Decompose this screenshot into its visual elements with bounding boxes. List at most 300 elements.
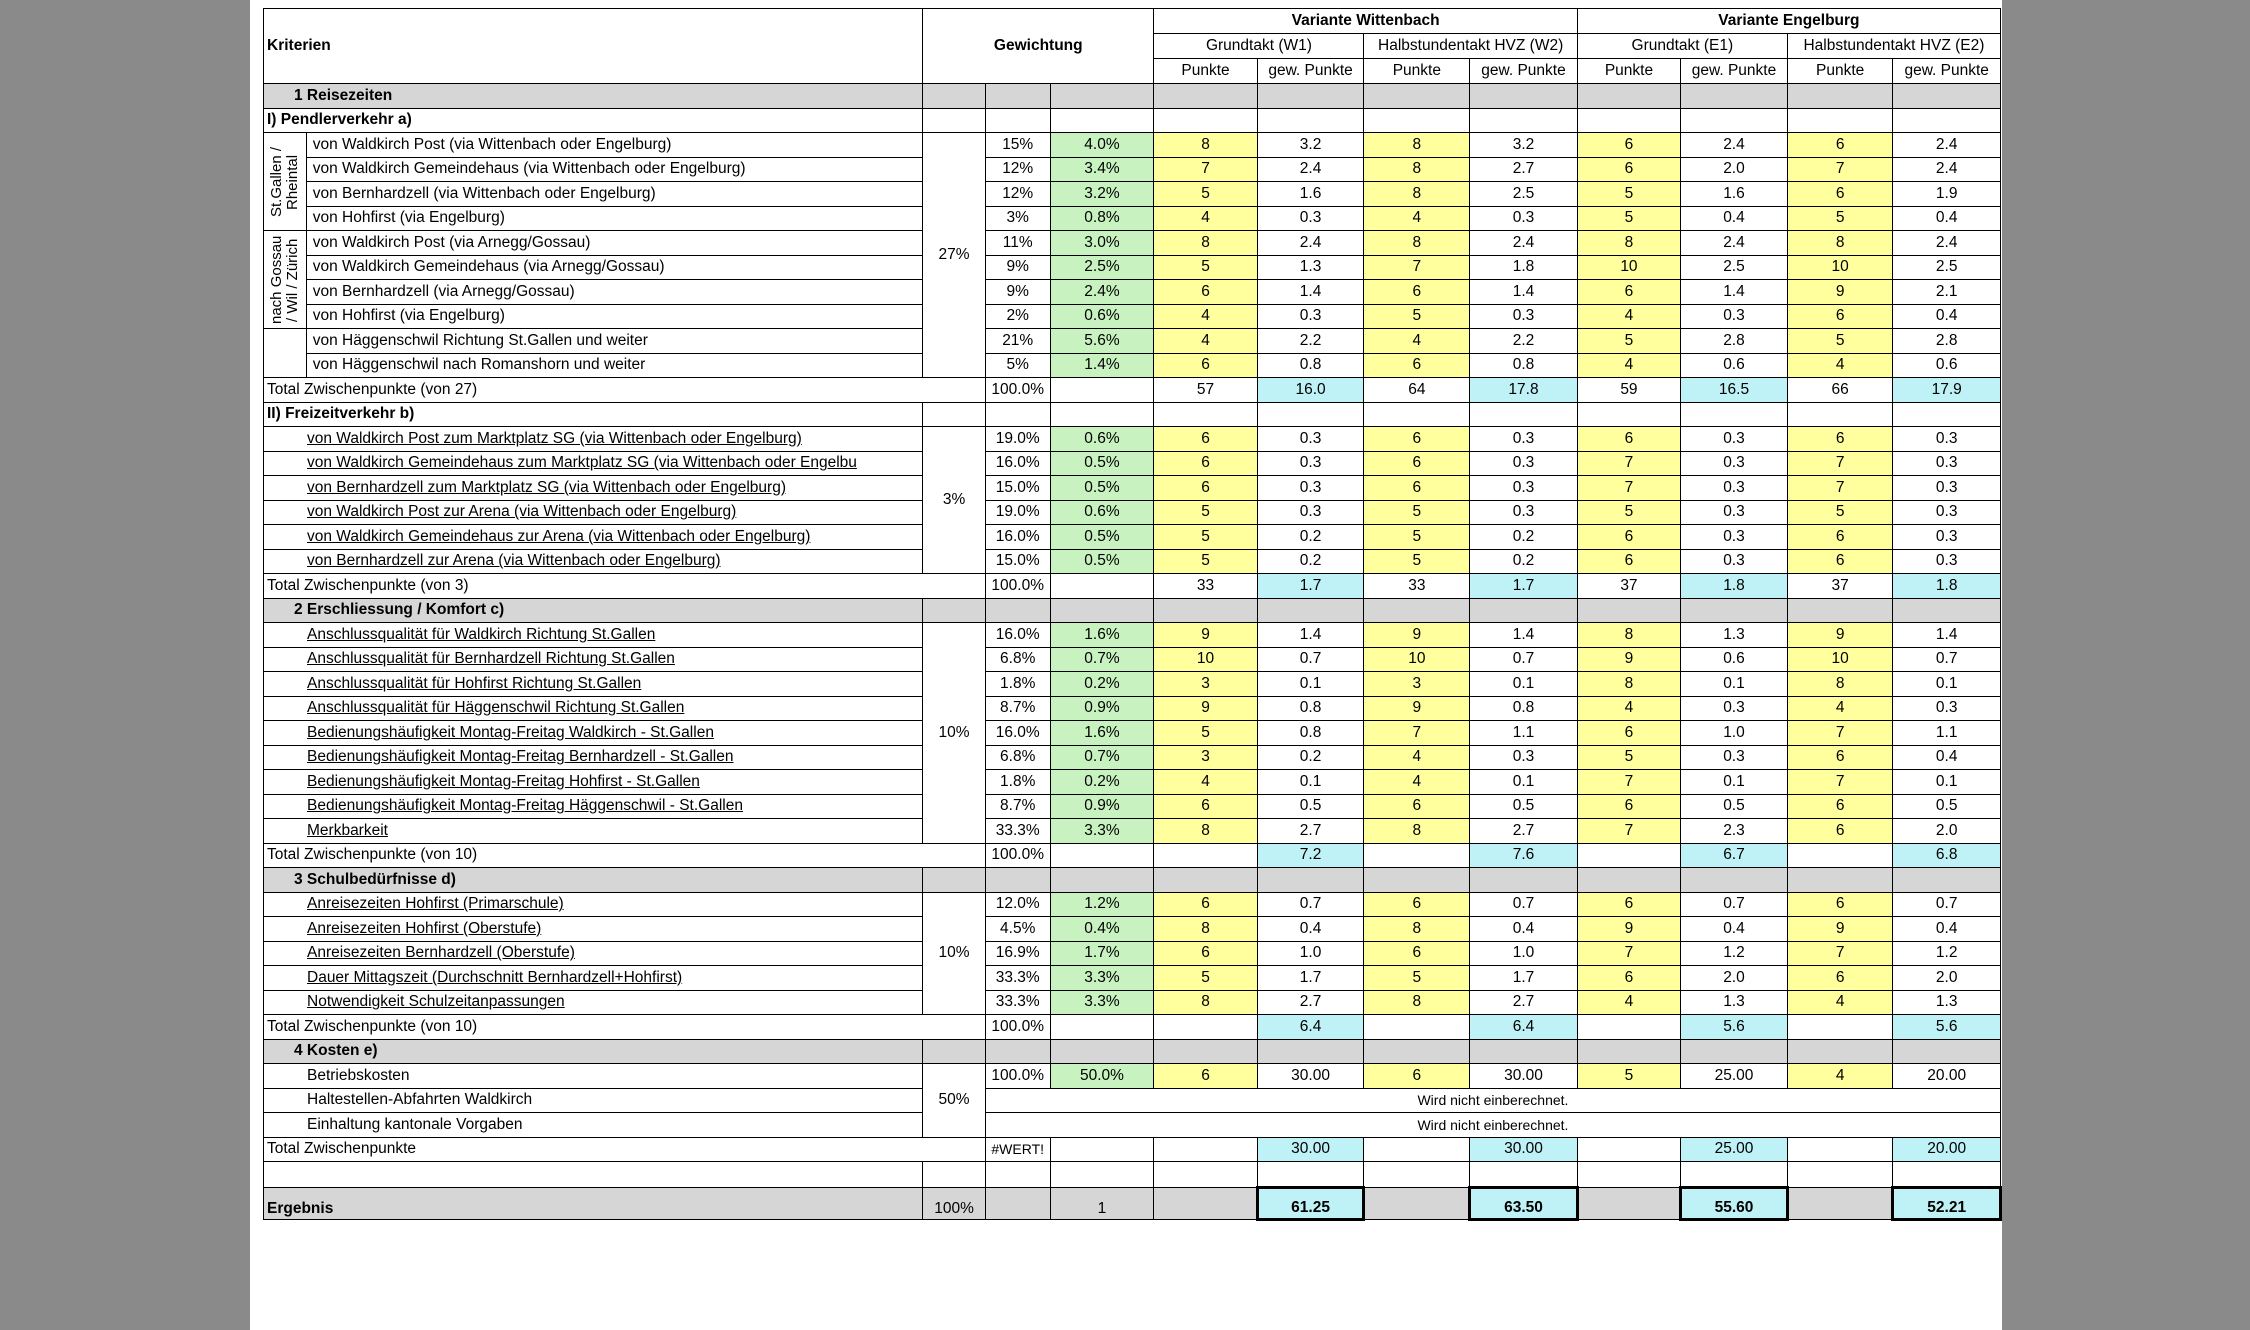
punkte-cell[interactable]: 6 bbox=[1577, 794, 1680, 819]
empty-cell[interactable] bbox=[1257, 84, 1364, 109]
criterion-label[interactable]: von Waldkirch Gemeindehaus (via Wittenbach oder Engelburg) bbox=[306, 157, 922, 182]
gew-punkte-cell[interactable]: 1.2 bbox=[1893, 941, 2001, 966]
empty-cell[interactable] bbox=[1154, 84, 1257, 109]
punkte-cell[interactable]: 9 bbox=[1787, 280, 1893, 305]
punkte-cell[interactable]: 6 bbox=[1154, 1064, 1257, 1089]
punkte-header[interactable]: Punkte bbox=[1154, 59, 1257, 84]
total-gew-punkte-cell[interactable]: 1.8 bbox=[1681, 574, 1788, 599]
empty-cell[interactable] bbox=[1257, 108, 1364, 133]
empty-cell[interactable] bbox=[1470, 108, 1578, 133]
punkte-cell[interactable]: 6 bbox=[1577, 721, 1680, 746]
gew-punkte-cell[interactable]: 1.4 bbox=[1681, 280, 1788, 305]
punkte-cell[interactable]: 4 bbox=[1364, 770, 1470, 795]
gew-punkte-cell[interactable]: 1.9 bbox=[1893, 182, 2001, 207]
punkte-cell[interactable]: 5 bbox=[1364, 966, 1470, 991]
sub-variant-header[interactable]: Halbstundentakt HVZ (W2) bbox=[1364, 34, 1577, 59]
criterion-label[interactable]: Betriebskosten bbox=[264, 1064, 923, 1089]
variant-header[interactable]: Variante Engelburg bbox=[1577, 9, 2000, 34]
punkte-cell[interactable]: 7 bbox=[1787, 721, 1893, 746]
pct-cell[interactable]: 12.0% bbox=[985, 892, 1050, 917]
empty-cell[interactable] bbox=[985, 598, 1050, 623]
gew-punkte-cell[interactable]: 0.3 bbox=[1470, 745, 1578, 770]
criterion-label[interactable]: Bedienungshäufigkeit Montag-Freitag Häggenschwil - St.Gallen bbox=[264, 794, 923, 819]
gew-punkte-cell[interactable]: 2.4 bbox=[1893, 133, 2001, 158]
punkte-cell[interactable]: 6 bbox=[1154, 941, 1257, 966]
criterion-label[interactable]: Bedienungshäufigkeit Montag-Freitag Bernhardzell - St.Gallen bbox=[264, 745, 923, 770]
gew-punkte-cell[interactable]: 0.3 bbox=[1681, 696, 1788, 721]
punkte-cell[interactable]: 9 bbox=[1787, 917, 1893, 942]
gew-punkte-cell[interactable]: 0.3 bbox=[1893, 549, 2001, 574]
total-gew-punkte-cell[interactable]: 5.6 bbox=[1681, 1015, 1788, 1040]
empty-cell[interactable] bbox=[1050, 868, 1154, 893]
pct-cell[interactable]: 11% bbox=[985, 231, 1050, 256]
gew-punkte-cell[interactable]: 0.7 bbox=[1893, 647, 2001, 672]
pct-cell[interactable]: 16.9% bbox=[985, 941, 1050, 966]
punkte-cell[interactable]: 6 bbox=[1364, 353, 1470, 378]
empty-cell[interactable] bbox=[923, 402, 986, 427]
punkte-cell[interactable]: 4 bbox=[1364, 745, 1470, 770]
total-gew-punkte-cell[interactable]: 1.7 bbox=[1470, 574, 1578, 599]
weight-cell[interactable]: 0.2% bbox=[1050, 672, 1154, 697]
punkte-cell[interactable]: 6 bbox=[1577, 133, 1680, 158]
empty-cell[interactable] bbox=[1050, 108, 1154, 133]
section-title[interactable]: 2 Erschliessung / Komfort c) bbox=[264, 598, 923, 623]
weight-cell[interactable]: 3.2% bbox=[1050, 182, 1154, 207]
subsection-title[interactable]: II) Freizeitverkehr b) bbox=[264, 402, 923, 427]
total-punkte-cell[interactable]: 64 bbox=[1364, 378, 1470, 403]
criterion-label[interactable]: von Bernhardzell (via Arnegg/Gossau) bbox=[306, 280, 922, 305]
empty-cell[interactable] bbox=[1893, 868, 2001, 893]
punkte-cell[interactable]: 5 bbox=[1154, 182, 1257, 207]
gew-punkte-cell[interactable]: 0.4 bbox=[1257, 917, 1364, 942]
gew-punkte-cell[interactable]: 0.3 bbox=[1257, 304, 1364, 329]
punkte-header[interactable]: Punkte bbox=[1577, 59, 1680, 84]
total-punkte-cell[interactable] bbox=[1577, 843, 1680, 868]
pct-cell[interactable]: 16.0% bbox=[985, 721, 1050, 746]
weight-cell[interactable]: 2.5% bbox=[1050, 255, 1154, 280]
punkte-cell[interactable]: 7 bbox=[1577, 451, 1680, 476]
gew-punkte-cell[interactable]: 1.0 bbox=[1257, 941, 1364, 966]
empty-cell[interactable] bbox=[1893, 84, 2001, 109]
criterion-label[interactable]: Haltestellen-Abfahrten Waldkirch bbox=[264, 1088, 923, 1113]
empty-cell[interactable] bbox=[264, 1162, 923, 1188]
pct-cell[interactable]: 21% bbox=[985, 329, 1050, 354]
total-punkte-cell[interactable] bbox=[1364, 1137, 1470, 1162]
gew-punkte-cell[interactable]: 1.3 bbox=[1257, 255, 1364, 280]
total-gew-punkte-cell[interactable]: 7.6 bbox=[1470, 843, 1578, 868]
gew-punkte-cell[interactable]: 0.4 bbox=[1681, 206, 1788, 231]
punkte-cell[interactable]: 6 bbox=[1787, 892, 1893, 917]
weight-cell[interactable]: 1.2% bbox=[1050, 892, 1154, 917]
punkte-cell[interactable]: 6 bbox=[1154, 427, 1257, 452]
punkte-cell[interactable]: 6 bbox=[1154, 476, 1257, 501]
total-label[interactable]: Total Zwischenpunkte (von 10) bbox=[264, 1015, 986, 1040]
punkte-cell[interactable]: 4 bbox=[1364, 206, 1470, 231]
pct-cell[interactable]: 33.3% bbox=[985, 966, 1050, 991]
empty-cell[interactable] bbox=[1577, 1162, 1680, 1188]
pct-cell[interactable]: 8.7% bbox=[985, 696, 1050, 721]
gew-punkte-cell[interactable]: 0.3 bbox=[1681, 500, 1788, 525]
gew-punkte-cell[interactable]: 20.00 bbox=[1893, 1064, 2001, 1089]
punkte-cell[interactable]: 8 bbox=[1364, 231, 1470, 256]
empty-cell[interactable] bbox=[985, 1039, 1050, 1064]
punkte-cell[interactable]: 4 bbox=[1364, 329, 1470, 354]
gew-punkte-cell[interactable]: 2.2 bbox=[1470, 329, 1578, 354]
punkte-cell[interactable]: 8 bbox=[1364, 182, 1470, 207]
punkte-cell[interactable]: 5 bbox=[1154, 500, 1257, 525]
punkte-cell[interactable]: 6 bbox=[1364, 280, 1470, 305]
criterion-label[interactable]: Anschlussqualität für Bernhardzell Richtung St.Gallen bbox=[264, 647, 923, 672]
side-label-stgallen[interactable] bbox=[264, 133, 307, 231]
empty-cell[interactable] bbox=[1154, 598, 1257, 623]
pct-cell[interactable]: 6.8% bbox=[985, 647, 1050, 672]
weight-cell[interactable]: 0.5% bbox=[1050, 549, 1154, 574]
empty-cell[interactable] bbox=[1893, 1162, 2001, 1188]
section-title[interactable]: 3 Schulbedürfnisse d) bbox=[264, 868, 923, 893]
pct-cell[interactable]: 100% bbox=[923, 1187, 986, 1219]
pct-cell[interactable]: 33.3% bbox=[985, 819, 1050, 844]
total-gew-punkte-cell[interactable]: 17.8 bbox=[1470, 378, 1578, 403]
criterion-label[interactable]: von Waldkirch Post zur Arena (via Wittenbach oder Engelburg) bbox=[264, 500, 923, 525]
gew-punkte-cell[interactable]: 0.8 bbox=[1470, 696, 1578, 721]
empty-cell[interactable] bbox=[1050, 574, 1154, 599]
empty-cell[interactable] bbox=[1681, 1162, 1788, 1188]
empty-cell[interactable] bbox=[1787, 1162, 1893, 1188]
weight-cell[interactable]: 0.5% bbox=[1050, 476, 1154, 501]
punkte-cell[interactable]: 6 bbox=[1364, 892, 1470, 917]
gew-punkte-cell[interactable]: 0.3 bbox=[1893, 696, 2001, 721]
punkte-cell[interactable]: 8 bbox=[1154, 819, 1257, 844]
gew-punkte-cell[interactable]: 1.4 bbox=[1893, 623, 2001, 648]
gew-punkte-cell[interactable]: 0.3 bbox=[1681, 549, 1788, 574]
empty-cell[interactable] bbox=[1577, 84, 1680, 109]
punkte-cell[interactable]: 5 bbox=[1364, 525, 1470, 550]
punkte-cell[interactable]: 8 bbox=[1577, 623, 1680, 648]
weight-cell[interactable]: 0.6% bbox=[1050, 427, 1154, 452]
gew-punkte-cell[interactable]: 0.3 bbox=[1893, 525, 2001, 550]
total-punkte-cell[interactable]: 33 bbox=[1364, 574, 1470, 599]
empty-cell[interactable] bbox=[1893, 402, 2001, 427]
empty-cell[interactable] bbox=[1787, 868, 1893, 893]
punkte-cell[interactable]: 7 bbox=[1364, 255, 1470, 280]
gew-punkte-cell[interactable]: 0.3 bbox=[1681, 525, 1788, 550]
gew-punkte-cell[interactable]: 0.3 bbox=[1470, 427, 1578, 452]
total-punkte-cell[interactable]: 57 bbox=[1154, 378, 1257, 403]
punkte-cell[interactable]: 6 bbox=[1577, 966, 1680, 991]
criterion-label[interactable]: von Waldkirch Post (via Arnegg/Gossau) bbox=[306, 231, 922, 256]
criterion-label[interactable]: Dauer Mittagszeit (Durchschnitt Bernhardzell+Hohfirst) bbox=[264, 966, 923, 991]
punkte-cell[interactable]: 7 bbox=[1787, 770, 1893, 795]
pct-cell[interactable]: 16.0% bbox=[985, 623, 1050, 648]
empty-cell[interactable] bbox=[1787, 1187, 1893, 1219]
criterion-label[interactable]: Anreisezeiten Hohfirst (Primarschule) bbox=[264, 892, 923, 917]
gew-punkte-cell[interactable]: 0.5 bbox=[1893, 794, 2001, 819]
gew-punkte-cell[interactable]: 2.4 bbox=[1257, 157, 1364, 182]
empty-cell[interactable] bbox=[1681, 1039, 1788, 1064]
pct-cell[interactable]: 4.5% bbox=[985, 917, 1050, 942]
gew-punkte-cell[interactable]: 0.3 bbox=[1681, 476, 1788, 501]
gew-punkte-cell[interactable]: 1.6 bbox=[1681, 182, 1788, 207]
punkte-cell[interactable]: 6 bbox=[1364, 1064, 1470, 1089]
punkte-cell[interactable]: 7 bbox=[1577, 941, 1680, 966]
gew-punkte-cell[interactable]: 0.3 bbox=[1470, 304, 1578, 329]
pct-cell[interactable]: 15.0% bbox=[985, 549, 1050, 574]
punkte-cell[interactable]: 6 bbox=[1577, 892, 1680, 917]
gewichtung-header[interactable]: Gewichtung bbox=[923, 9, 1154, 84]
criterion-label[interactable]: Anreisezeiten Bernhardzell (Oberstufe) bbox=[264, 941, 923, 966]
punkte-cell[interactable]: 7 bbox=[1787, 157, 1893, 182]
criterion-label[interactable]: von Bernhardzell zum Marktplatz SG (via Wittenbach oder Engelburg) bbox=[264, 476, 923, 501]
pct-cell[interactable]: 33.3% bbox=[985, 990, 1050, 1015]
weight-cell[interactable]: 0.2% bbox=[1050, 770, 1154, 795]
note-cell[interactable]: Wird nicht einberechnet. bbox=[985, 1088, 2000, 1113]
punkte-cell[interactable]: 8 bbox=[1364, 990, 1470, 1015]
gew-punkte-cell[interactable]: 0.3 bbox=[1257, 500, 1364, 525]
punkte-cell[interactable]: 9 bbox=[1577, 647, 1680, 672]
gew-punkte-cell[interactable]: 0.8 bbox=[1257, 721, 1364, 746]
gew-punkte-cell[interactable]: 0.2 bbox=[1257, 549, 1364, 574]
gew-punkte-cell[interactable]: 0.3 bbox=[1893, 476, 2001, 501]
punkte-cell[interactable]: 5 bbox=[1154, 721, 1257, 746]
punkte-cell[interactable]: 6 bbox=[1154, 353, 1257, 378]
punkte-cell[interactable]: 6 bbox=[1364, 427, 1470, 452]
punkte-cell[interactable]: 6 bbox=[1577, 427, 1680, 452]
pct-cell[interactable]: 1.8% bbox=[985, 770, 1050, 795]
empty-cell[interactable] bbox=[1893, 108, 2001, 133]
punkte-cell[interactable]: 5 bbox=[1577, 182, 1680, 207]
gew-punkte-cell[interactable]: 0.6 bbox=[1681, 353, 1788, 378]
punkte-cell[interactable]: 9 bbox=[1364, 696, 1470, 721]
gew-punkte-cell[interactable]: 25.00 bbox=[1681, 1064, 1788, 1089]
criterion-label[interactable]: von Waldkirch Gemeindehaus zur Arena (via Wittenbach oder Engelburg) bbox=[264, 525, 923, 550]
weight-cell[interactable]: 0.7% bbox=[1050, 647, 1154, 672]
punkte-cell[interactable]: 4 bbox=[1577, 353, 1680, 378]
total-gew-punkte-cell[interactable]: 20.00 bbox=[1893, 1137, 2001, 1162]
pct-cell[interactable]: 3% bbox=[985, 206, 1050, 231]
pct-cell[interactable]: 12% bbox=[985, 157, 1050, 182]
criterion-label[interactable]: Bedienungshäufigkeit Montag-Freitag Waldkirch - St.Gallen bbox=[264, 721, 923, 746]
ergebnis-label[interactable]: Ergebnis bbox=[264, 1187, 923, 1219]
empty-cell[interactable] bbox=[1577, 868, 1680, 893]
empty-cell[interactable] bbox=[985, 868, 1050, 893]
empty-cell[interactable] bbox=[1257, 1162, 1364, 1188]
group-weight-cell[interactable]: 50% bbox=[923, 1064, 986, 1138]
weight-cell[interactable]: 2.4% bbox=[1050, 280, 1154, 305]
empty-cell[interactable] bbox=[1577, 598, 1680, 623]
total-gew-punkte-cell[interactable]: 30.00 bbox=[1470, 1137, 1578, 1162]
punkte-cell[interactable]: 5 bbox=[1364, 500, 1470, 525]
weight-cell[interactable]: 50.0% bbox=[1050, 1064, 1154, 1089]
gew-punkte-cell[interactable]: 1.7 bbox=[1470, 966, 1578, 991]
pct-cell[interactable]: #WERT! bbox=[985, 1137, 1050, 1162]
punkte-cell[interactable]: 6 bbox=[1577, 549, 1680, 574]
punkte-cell[interactable]: 7 bbox=[1364, 721, 1470, 746]
gew-punkte-cell[interactable]: 2.5 bbox=[1893, 255, 2001, 280]
gew-punkte-cell[interactable]: 0.1 bbox=[1893, 770, 2001, 795]
gew-punkte-cell[interactable]: 0.3 bbox=[1893, 427, 2001, 452]
gew-punkte-header[interactable]: gew. Punkte bbox=[1681, 59, 1788, 84]
empty-cell[interactable] bbox=[1681, 108, 1788, 133]
gew-punkte-cell[interactable]: 2.0 bbox=[1681, 966, 1788, 991]
gew-punkte-cell[interactable]: 0.7 bbox=[1257, 647, 1364, 672]
pct-cell[interactable]: 5% bbox=[985, 353, 1050, 378]
criterion-label[interactable]: von Waldkirch Gemeindehaus (via Arnegg/Gossau) bbox=[306, 255, 922, 280]
gew-punkte-cell[interactable]: 2.0 bbox=[1893, 819, 2001, 844]
weight-cell[interactable]: 0.4% bbox=[1050, 917, 1154, 942]
empty-cell[interactable] bbox=[1787, 402, 1893, 427]
section-title[interactable]: 4 Kosten e) bbox=[264, 1039, 923, 1064]
weight-cell[interactable]: 3.0% bbox=[1050, 231, 1154, 256]
weight-cell[interactable]: 4.0% bbox=[1050, 133, 1154, 158]
gew-punkte-cell[interactable]: 0.3 bbox=[1470, 206, 1578, 231]
pct-cell[interactable]: 15.0% bbox=[985, 476, 1050, 501]
weight-cell[interactable]: 0.7% bbox=[1050, 745, 1154, 770]
empty-cell[interactable] bbox=[1470, 1039, 1578, 1064]
empty-cell[interactable] bbox=[1364, 1162, 1470, 1188]
pct-cell[interactable]: 8.7% bbox=[985, 794, 1050, 819]
total-gew-punkte-cell[interactable]: 6.7 bbox=[1681, 843, 1788, 868]
punkte-cell[interactable]: 8 bbox=[1364, 157, 1470, 182]
gew-punkte-cell[interactable]: 0.6 bbox=[1893, 353, 2001, 378]
gew-punkte-cell[interactable]: 2.8 bbox=[1681, 329, 1788, 354]
punkte-cell[interactable]: 4 bbox=[1577, 304, 1680, 329]
total-gew-punkte-cell[interactable]: 17.9 bbox=[1893, 378, 2001, 403]
gew-punkte-cell[interactable]: 1.2 bbox=[1681, 941, 1788, 966]
criterion-label[interactable]: von Hohfirst (via Engelburg) bbox=[306, 304, 922, 329]
punkte-cell[interactable]: 6 bbox=[1787, 966, 1893, 991]
gew-punkte-cell[interactable]: 1.4 bbox=[1257, 623, 1364, 648]
punkte-cell[interactable]: 4 bbox=[1154, 770, 1257, 795]
empty-cell[interactable] bbox=[1577, 402, 1680, 427]
punkte-cell[interactable]: 7 bbox=[1154, 157, 1257, 182]
pct-cell[interactable]: 100.0% bbox=[985, 574, 1050, 599]
pct-cell[interactable]: 100.0% bbox=[985, 1064, 1050, 1089]
punkte-cell[interactable]: 7 bbox=[1787, 941, 1893, 966]
punkte-cell[interactable]: 5 bbox=[1577, 745, 1680, 770]
gew-punkte-cell[interactable]: 0.2 bbox=[1470, 549, 1578, 574]
gew-punkte-cell[interactable]: 1.4 bbox=[1470, 280, 1578, 305]
gew-punkte-cell[interactable]: 1.0 bbox=[1681, 721, 1788, 746]
criterion-label[interactable]: von Häggenschwil nach Romanshorn und weiter bbox=[306, 353, 922, 378]
ergebnis-value[interactable]: 55.60 bbox=[1681, 1187, 1788, 1219]
gew-punkte-cell[interactable]: 1.0 bbox=[1470, 941, 1578, 966]
total-label[interactable]: Total Zwischenpunkte bbox=[264, 1137, 986, 1162]
gew-punkte-cell[interactable]: 0.3 bbox=[1257, 451, 1364, 476]
pct-cell[interactable]: 2% bbox=[985, 304, 1050, 329]
empty-cell[interactable] bbox=[923, 108, 986, 133]
punkte-cell[interactable]: 5 bbox=[1154, 525, 1257, 550]
gew-punkte-cell[interactable]: 1.4 bbox=[1257, 280, 1364, 305]
empty-cell[interactable] bbox=[1050, 1137, 1154, 1162]
punkte-cell[interactable]: 6 bbox=[1154, 892, 1257, 917]
empty-cell[interactable] bbox=[1364, 598, 1470, 623]
total-punkte-cell[interactable]: 33 bbox=[1154, 574, 1257, 599]
gew-punkte-cell[interactable]: 1.7 bbox=[1257, 966, 1364, 991]
criterion-label[interactable]: Anschlussqualität für Waldkirch Richtung St.Gallen bbox=[264, 623, 923, 648]
gew-punkte-cell[interactable]: 0.5 bbox=[1257, 794, 1364, 819]
total-label[interactable]: Total Zwischenpunkte (von 27) bbox=[264, 378, 986, 403]
empty-cell[interactable] bbox=[1154, 1162, 1257, 1188]
total-gew-punkte-cell[interactable]: 30.00 bbox=[1257, 1137, 1364, 1162]
gew-punkte-cell[interactable]: 2.4 bbox=[1893, 231, 2001, 256]
criterion-label[interactable]: Anschlussqualität für Häggenschwil Richtung St.Gallen bbox=[264, 696, 923, 721]
gew-punkte-cell[interactable]: 1.3 bbox=[1681, 623, 1788, 648]
gew-punkte-cell[interactable]: 0.7 bbox=[1681, 892, 1788, 917]
empty-cell[interactable] bbox=[1050, 402, 1154, 427]
weight-cell[interactable]: 0.9% bbox=[1050, 794, 1154, 819]
gew-punkte-cell[interactable]: 2.3 bbox=[1681, 819, 1788, 844]
criterion-label[interactable]: von Waldkirch Post zum Marktplatz SG (via Wittenbach oder Engelburg) bbox=[264, 427, 923, 452]
gew-punkte-cell[interactable]: 2.0 bbox=[1681, 157, 1788, 182]
gew-punkte-cell[interactable]: 2.8 bbox=[1893, 329, 2001, 354]
empty-cell[interactable] bbox=[1364, 868, 1470, 893]
punkte-cell[interactable]: 6 bbox=[1577, 157, 1680, 182]
gew-punkte-cell[interactable]: 0.7 bbox=[1470, 647, 1578, 672]
empty-cell[interactable] bbox=[1681, 868, 1788, 893]
gew-punkte-cell[interactable]: 2.4 bbox=[1893, 157, 2001, 182]
gew-punkte-cell[interactable]: 2.7 bbox=[1470, 819, 1578, 844]
weight-cell[interactable]: 1.4% bbox=[1050, 353, 1154, 378]
gew-punkte-header[interactable]: gew. Punkte bbox=[1470, 59, 1578, 84]
punkte-cell[interactable]: 8 bbox=[1154, 990, 1257, 1015]
gew-punkte-cell[interactable]: 2.4 bbox=[1257, 231, 1364, 256]
empty-cell[interactable] bbox=[1787, 1039, 1893, 1064]
empty-cell[interactable] bbox=[1154, 1187, 1257, 1219]
pct-cell[interactable]: 1.8% bbox=[985, 672, 1050, 697]
gew-punkte-cell[interactable]: 0.5 bbox=[1681, 794, 1788, 819]
punkte-cell[interactable]: 4 bbox=[1787, 1064, 1893, 1089]
punkte-cell[interactable]: 6 bbox=[1787, 182, 1893, 207]
pct-cell[interactable]: 16.0% bbox=[985, 525, 1050, 550]
empty-cell[interactable] bbox=[1681, 84, 1788, 109]
weight-cell[interactable]: 1.7% bbox=[1050, 941, 1154, 966]
note-cell[interactable]: Wird nicht einberechnet. bbox=[985, 1113, 2000, 1138]
total-gew-punkte-cell[interactable]: 6.8 bbox=[1893, 843, 2001, 868]
criterion-label[interactable]: von Hohfirst (via Engelburg) bbox=[306, 206, 922, 231]
weight-cell[interactable]: 3.4% bbox=[1050, 157, 1154, 182]
gew-punkte-cell[interactable]: 2.1 bbox=[1893, 280, 2001, 305]
total-gew-punkte-cell[interactable]: 16.5 bbox=[1681, 378, 1788, 403]
criterion-label[interactable]: von Waldkirch Gemeindehaus zum Marktplatz SG (via Wittenbach oder Engelbu bbox=[264, 451, 923, 476]
group-weight-cell[interactable]: 10% bbox=[923, 623, 986, 844]
punkte-cell[interactable]: 5 bbox=[1577, 329, 1680, 354]
empty-cell[interactable] bbox=[985, 108, 1050, 133]
empty-cell[interactable] bbox=[1154, 402, 1257, 427]
side-label-gossau[interactable] bbox=[264, 231, 307, 329]
empty-cell[interactable] bbox=[1364, 108, 1470, 133]
punkte-cell[interactable]: 6 bbox=[1787, 304, 1893, 329]
pct-cell[interactable]: 19.0% bbox=[985, 427, 1050, 452]
total-punkte-cell[interactable] bbox=[1577, 1015, 1680, 1040]
gew-punkte-cell[interactable]: 0.3 bbox=[1681, 427, 1788, 452]
gew-punkte-cell[interactable]: 0.3 bbox=[1893, 500, 2001, 525]
punkte-cell[interactable]: 6 bbox=[1787, 525, 1893, 550]
punkte-cell[interactable]: 6 bbox=[1577, 280, 1680, 305]
empty-cell[interactable] bbox=[264, 329, 307, 378]
punkte-cell[interactable]: 8 bbox=[1577, 672, 1680, 697]
empty-cell[interactable] bbox=[1364, 402, 1470, 427]
gew-punkte-cell[interactable]: 1.4 bbox=[1470, 623, 1578, 648]
punkte-cell[interactable]: 4 bbox=[1577, 990, 1680, 1015]
punkte-cell[interactable]: 8 bbox=[1154, 231, 1257, 256]
sub-variant-header[interactable]: Halbstundentakt HVZ (E2) bbox=[1787, 34, 2000, 59]
empty-cell[interactable] bbox=[1257, 598, 1364, 623]
punkte-cell[interactable]: 8 bbox=[1787, 672, 1893, 697]
gew-punkte-cell[interactable]: 0.2 bbox=[1257, 525, 1364, 550]
punkte-cell[interactable]: 5 bbox=[1154, 966, 1257, 991]
punkte-cell[interactable]: 7 bbox=[1577, 476, 1680, 501]
empty-cell[interactable] bbox=[1257, 868, 1364, 893]
